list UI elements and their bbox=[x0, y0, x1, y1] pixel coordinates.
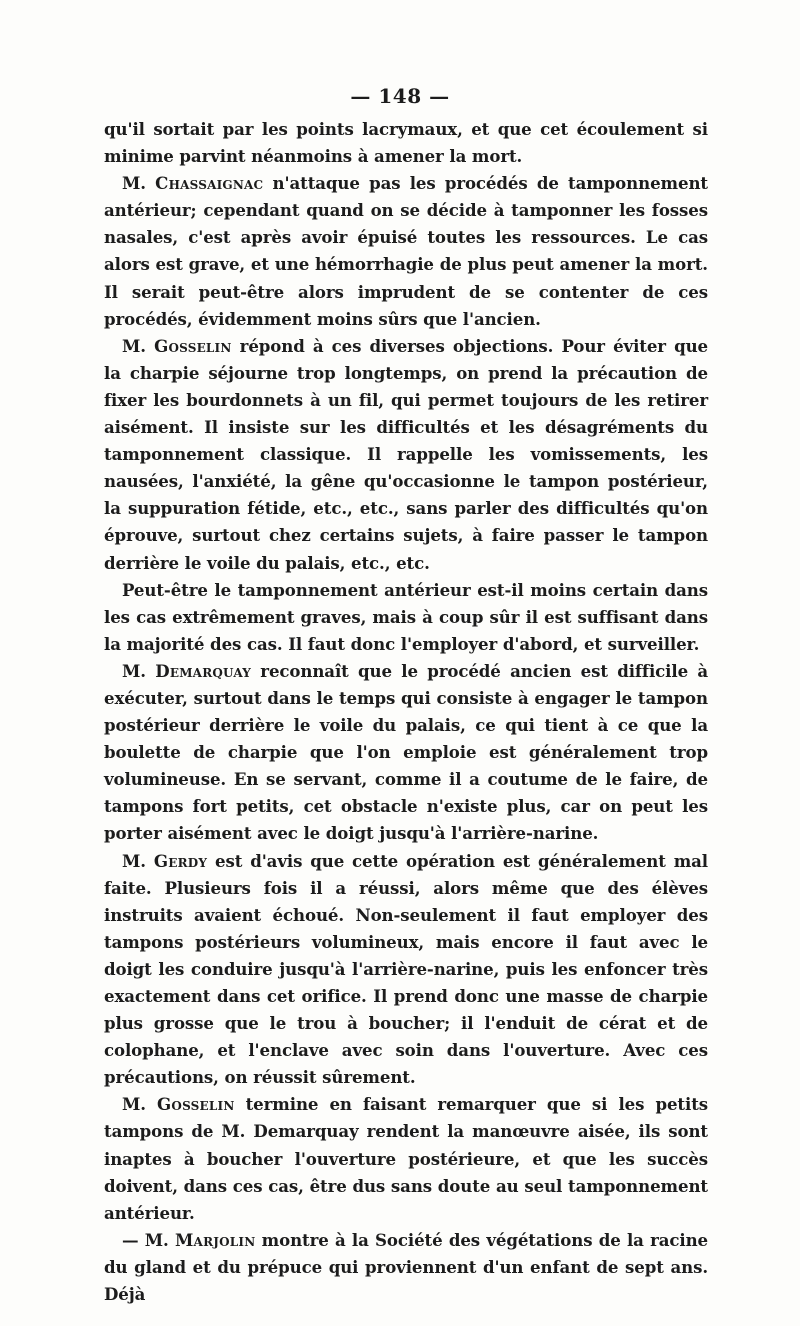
paragraph-gosselin-reply bbox=[104, 333, 708, 577]
paragraph-marjolin bbox=[104, 1227, 708, 1308]
paragraph-continuation bbox=[104, 116, 708, 170]
paragraph-chassaignac bbox=[104, 170, 708, 333]
paragraph-text: montre à la Société des végétations de la racine du gland et du prépuce qui proviennent d'un enfant de sept ans. Déjà bbox=[104, 1229, 708, 1305]
speaker-name: Marjolin bbox=[174, 1229, 256, 1250]
paragraph-text: qu'il sortait par les points lacrymaux, et que cet écoulement si minime parvint néanmoins à amener la mort. bbox=[104, 119, 708, 167]
speaker-name: Gosselin bbox=[154, 335, 232, 356]
speaker-prefix: M. bbox=[122, 850, 154, 871]
speaker-name: Demarquay bbox=[155, 660, 251, 681]
speaker-name: Gerdy bbox=[153, 850, 208, 871]
speaker-prefix: M. bbox=[122, 335, 155, 356]
speaker-prefix: M. bbox=[122, 660, 156, 681]
paragraph-text: termine en faisant remarquer que si les petits tampons de M. Demarquay rendent la manœuvre aisée, ils sont inaptes à boucher l'ouverture postérieure, et que les succès doivent, dans ces cas, être dus sans doute au seul tamponnement antérieur. bbox=[104, 1094, 708, 1223]
page-number-header: — 148 — bbox=[350, 84, 450, 108]
speaker-name: Chassaignac bbox=[155, 173, 264, 194]
speaker-prefix: — M. bbox=[122, 1229, 175, 1250]
paragraph-demarquay bbox=[104, 658, 708, 848]
paragraph-gerdy bbox=[104, 848, 708, 1092]
paragraph-text: reconnaît que le procédé ancien est difficile à exécuter, surtout dans le temps qui consiste à engager le tampon postérieur derrière le voile du palais, ce qui tient à ce que la boulette de charpie que l'on emploie est généralement trop volumineuse. En se servant, comme il a coutume de le faire, de tampons fort petits, cet obstacle n'existe plus, car on peut les porter aisément avec le doigt jusqu'à l'arrière-narine. bbox=[104, 660, 709, 844]
paragraph-text: est d'avis que cette opération est généralement mal faite. Plusieurs fois il a réussi, alors même que des élèves instruits avaient échoué. Non-seulement il faut employer des tampons postérieurs volumineux, mais encore il faut avec le doigt les conduire jusqu'à l'arrière-narine, puis les enfoncer très exactement dans cet orifice. Il prend donc une masse de charpie plus grosse que le trou à boucher; il l'enduit de cérat et de colophane, et l'enclave avec soin dans l'ouverture. Avec ces précautions, on réussit sûrement. bbox=[104, 850, 709, 1088]
speaker-name: Gosselin bbox=[157, 1094, 235, 1115]
paragraph-text: répond à ces diverses objections. Pour éviter que la charpie séjourne trop longtemps, on prend la précaution de fixer les bourdonnets à un fil, qui permet toujours de les retirer aisément. Il insiste sur les difficultés et les désagréments du tamponnement classique. Il rappelle les vomissements, les nausées, l'anxiété, la gêne qu'occasionne le tampon postérieur, la suppuration fétide, etc., etc., sans parler des difficultés qu'on éprouve, surtout chez certains sujets, à faire passer le tampon derrière le voile du palais, etc., etc. bbox=[104, 335, 708, 573]
paragraph-gosselin-conclusion bbox=[104, 1091, 708, 1226]
speaker-prefix: M. bbox=[122, 1094, 158, 1115]
paragraph-text: n'attaque pas les procédés de tamponnement antérieur; cependant quand on se décide à tamponner les fosses nasales, c'est après avoir épuisé toutes les ressources. Le cas alors est grave, et une hémorrhagie de plus peut amener la mort. Il serait peut-être alors imprudent de se contenter de ces procédés, évidemment moins sûrs que l'ancien. bbox=[104, 173, 708, 329]
speaker-prefix: M. bbox=[122, 173, 156, 194]
body-text bbox=[104, 116, 708, 1308]
paragraph-peut-etre bbox=[104, 577, 708, 658]
paragraph-text: Peut-être le tamponnement antérieur est-il moins certain dans les cas extrêmement graves, mais à coup sûr il est suffisant dans la majorité des cas. Il faut donc l'employer d'abord, et surveiller. bbox=[104, 579, 708, 654]
